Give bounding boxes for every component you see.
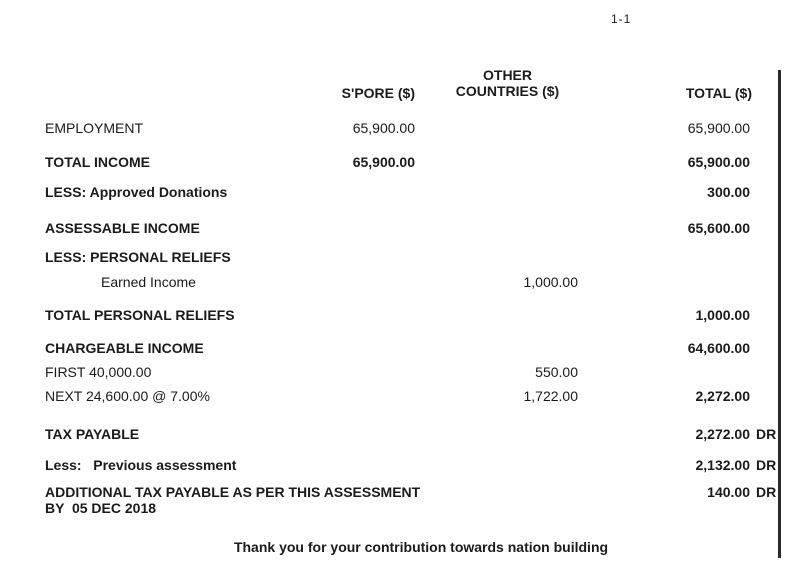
table-row [0, 457, 785, 474]
debit-suffix: DR [756, 426, 777, 442]
other-countries-value: 550.00 [535, 364, 578, 380]
row-label: Earned Income [101, 274, 196, 290]
table-row [0, 364, 785, 381]
spore-value: 65,900.00 [352, 154, 415, 170]
row-label: TOTAL INCOME [45, 154, 150, 170]
table-row [0, 484, 785, 516]
row-label: NEXT 24,600.00 @ 7.00% [45, 388, 210, 404]
right-vertical-rule [778, 70, 781, 558]
other-countries-value: 1,000.00 [523, 274, 578, 290]
row-label: ADDITIONAL TAX PAYABLE AS PER THIS ASSESSMENT [45, 484, 421, 500]
row-label: Less: Previous assessment [45, 457, 237, 473]
page-number: 1-1 [611, 12, 632, 26]
table-row [0, 184, 785, 201]
table-row [0, 340, 785, 357]
row-label: ASSESSABLE INCOME [45, 220, 200, 236]
other-countries-value: 1,722.00 [523, 388, 578, 404]
row-label: EMPLOYMENT [45, 120, 144, 136]
total-value: 1,000.00 [695, 307, 750, 323]
total-value: 2,132.00 [695, 457, 750, 473]
row-label: LESS: Approved Donations [45, 184, 228, 200]
column-header-other-countries [435, 67, 580, 99]
column-header-other-line1: OTHER [483, 67, 532, 83]
table-row [0, 154, 785, 171]
table-row [0, 220, 785, 237]
debit-suffix: DR [756, 484, 777, 500]
table-row [0, 120, 785, 137]
table-row [0, 274, 785, 291]
column-header-total: TOTAL ($) [685, 85, 752, 101]
row-label: TAX PAYABLE [45, 426, 140, 442]
total-value: 2,272.00 [695, 388, 750, 404]
row-label-line2: BY 05 DEC 2018 [45, 500, 157, 516]
row-label: LESS: PERSONAL RELIEFS [45, 249, 231, 265]
row-label: CHARGEABLE INCOME [45, 340, 204, 356]
footer-message: Thank you for your contribution towards nation building [233, 539, 609, 555]
column-header-spore: S'PORE ($) [341, 85, 415, 101]
debit-suffix: DR [756, 457, 777, 473]
table-row [0, 249, 785, 266]
total-value: 65,900.00 [687, 120, 750, 136]
row-label: TOTAL PERSONAL RELIEFS [45, 307, 235, 323]
total-value: 300.00 [707, 184, 750, 200]
total-value: 64,600.00 [687, 340, 750, 356]
total-value: 140.00 [707, 484, 750, 500]
total-value: 65,900.00 [687, 154, 750, 170]
row-label: FIRST 40,000.00 [45, 364, 152, 380]
total-value: 2,272.00 [695, 426, 750, 442]
spore-value: 65,900.00 [352, 120, 415, 136]
table-row [0, 426, 785, 443]
column-header-other-line2: COUNTRIES ($) [455, 83, 560, 99]
total-value: 65,600.00 [687, 220, 750, 236]
table-row [0, 388, 785, 405]
table-row [0, 307, 785, 324]
